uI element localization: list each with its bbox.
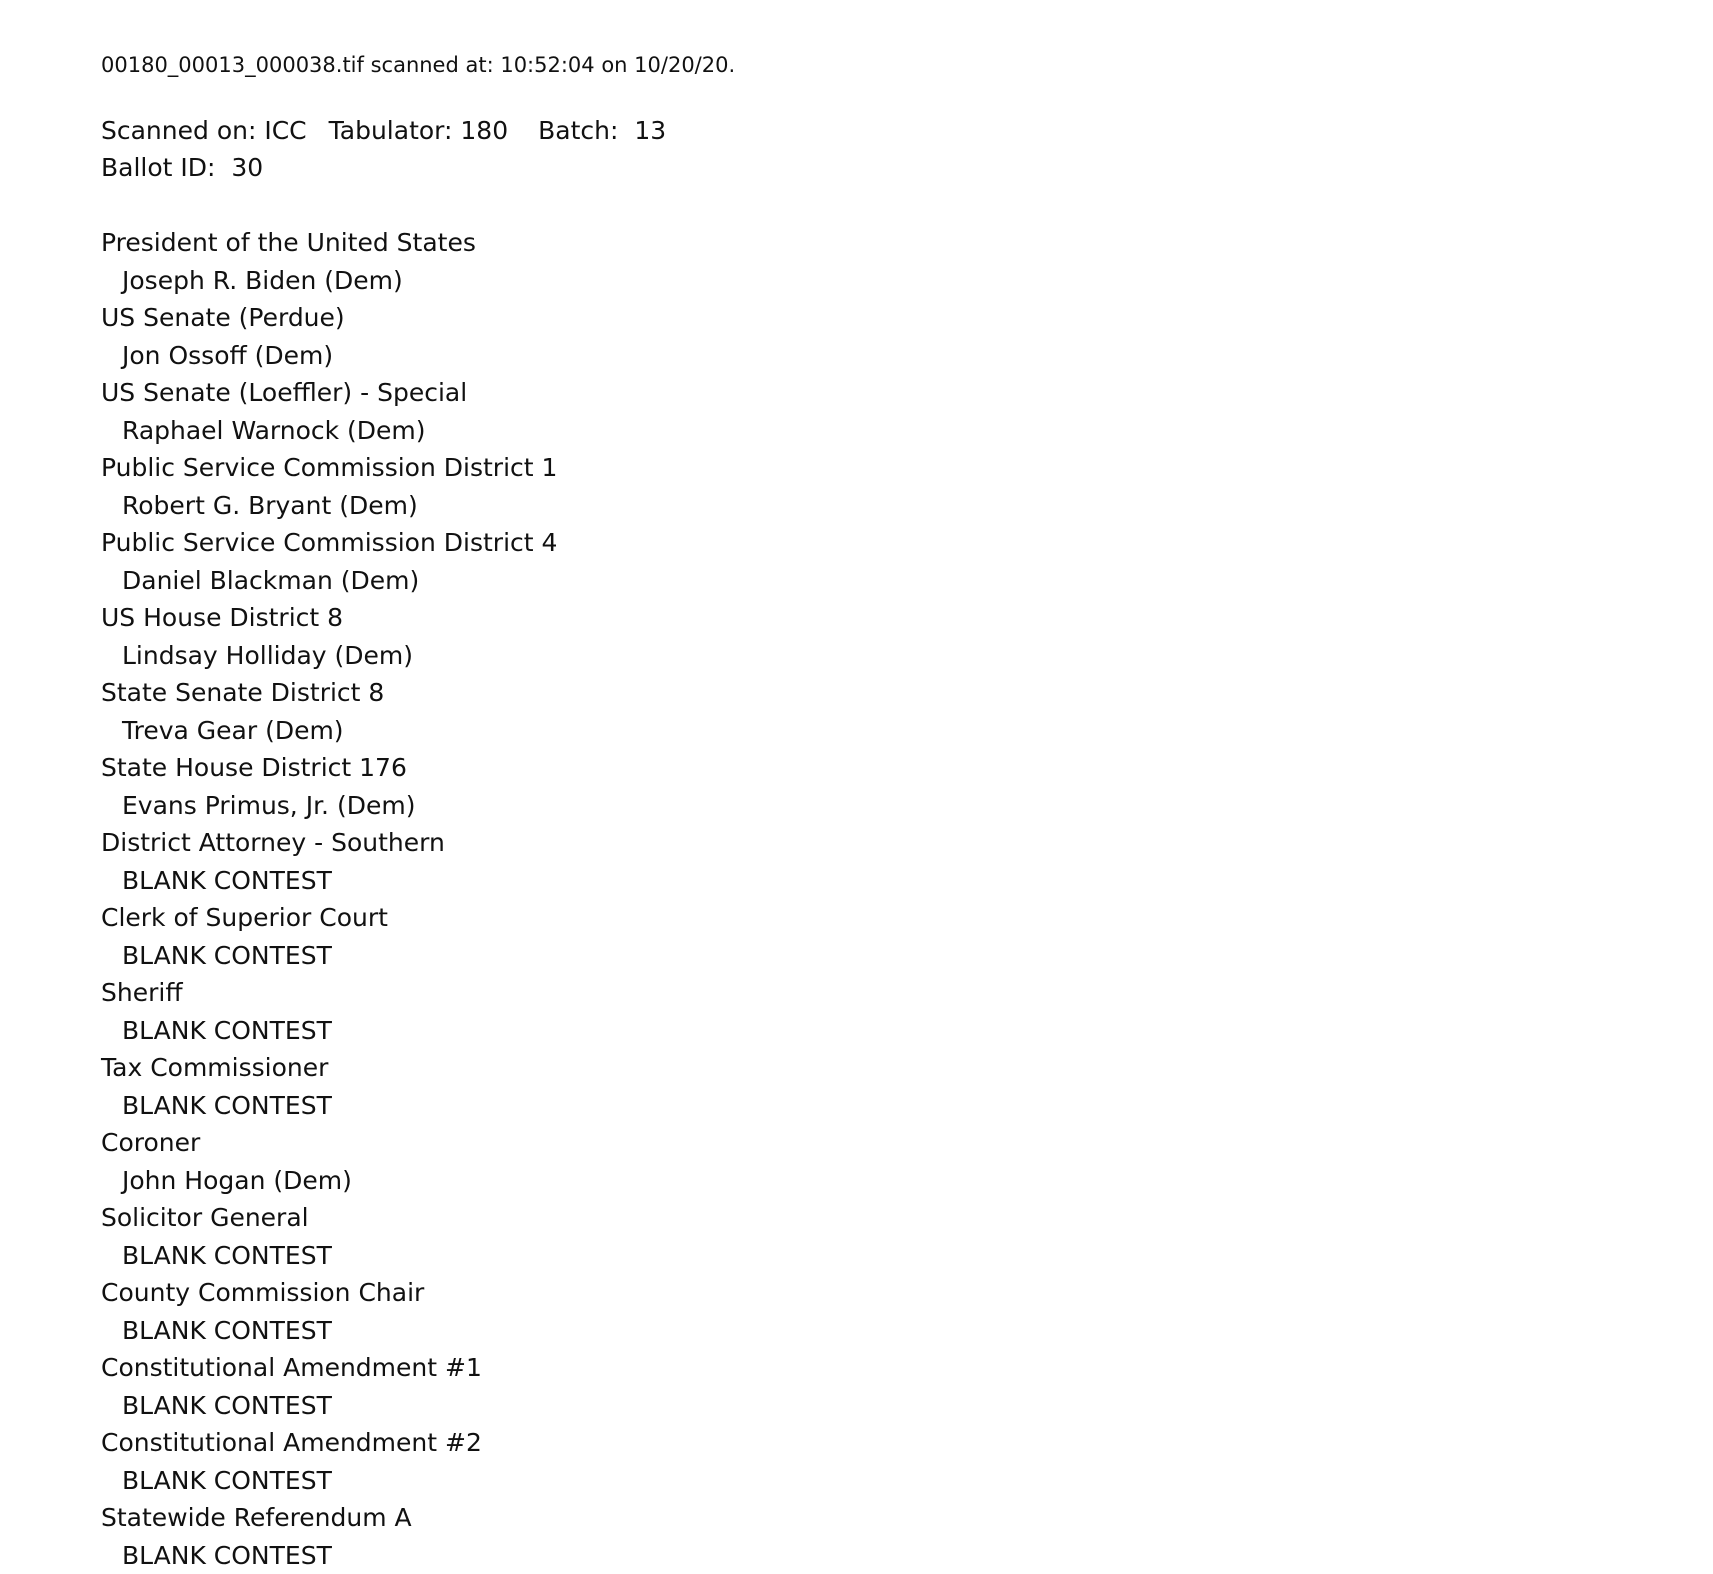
contest-item bbox=[101, 224, 557, 299]
ballot-id-row bbox=[101, 149, 263, 186]
contest-title: President of the United States bbox=[101, 228, 476, 257]
contest-title: Sheriff bbox=[101, 978, 183, 1007]
ballot-id-value: 30 bbox=[231, 153, 264, 182]
contest-item bbox=[101, 749, 557, 824]
contest-item bbox=[101, 524, 557, 599]
batch-value: 13 bbox=[634, 116, 667, 145]
contest-item bbox=[101, 1124, 557, 1199]
contest-title: Public Service Commission District 1 bbox=[101, 453, 558, 482]
contest-item bbox=[101, 1049, 557, 1124]
contest-choice: Treva Gear (Dem) bbox=[122, 715, 344, 745]
contest-choice: Evans Primus, Jr. (Dem) bbox=[122, 790, 416, 820]
scanned-on-label: Scanned on: bbox=[101, 116, 257, 145]
contest-choice: Robert G. Bryant (Dem) bbox=[122, 490, 418, 520]
scan-info: 00180_00013_000038.tif scanned at: 10:52:04 on 10/20/20. bbox=[101, 53, 736, 77]
contest-title: Public Service Commission District 4 bbox=[101, 528, 558, 557]
contest-item bbox=[101, 599, 557, 674]
tabulator-label: Tabulator: bbox=[328, 116, 453, 145]
contest-choice: BLANK CONTEST bbox=[122, 1090, 332, 1120]
contest-item bbox=[101, 449, 557, 524]
contest-title: Tax Commissioner bbox=[101, 1053, 329, 1082]
contest-item bbox=[101, 374, 557, 449]
contest-item bbox=[101, 1424, 557, 1499]
contest-choice: BLANK CONTEST bbox=[122, 865, 332, 895]
ballot-id-label: Ballot ID: bbox=[101, 153, 216, 182]
contest-title: Statewide Referendum A bbox=[101, 1503, 412, 1532]
contest-title: Coroner bbox=[101, 1128, 201, 1157]
contest-item bbox=[101, 974, 557, 1049]
batch-label: Batch: bbox=[538, 116, 619, 145]
contest-item bbox=[101, 1274, 557, 1349]
contest-item bbox=[101, 674, 557, 749]
contest-title: State House District 176 bbox=[101, 753, 407, 782]
contest-title: US House District 8 bbox=[101, 603, 344, 632]
contest-choice: BLANK CONTEST bbox=[122, 940, 332, 970]
contest-choice: Daniel Blackman (Dem) bbox=[122, 565, 420, 595]
contest-choice: BLANK CONTEST bbox=[122, 1465, 332, 1495]
contest-choice: BLANK CONTEST bbox=[122, 1390, 332, 1420]
contest-choice: Lindsay Holliday (Dem) bbox=[122, 640, 414, 670]
contest-title: Constitutional Amendment #1 bbox=[101, 1353, 482, 1382]
contest-choice: Joseph R. Biden (Dem) bbox=[122, 265, 403, 295]
contest-list bbox=[101, 224, 557, 1574]
contest-choice: BLANK CONTEST bbox=[122, 1240, 332, 1270]
contest-title: Solicitor General bbox=[101, 1203, 309, 1232]
contest-title: US Senate (Perdue) bbox=[101, 303, 345, 332]
contest-choice: BLANK CONTEST bbox=[122, 1540, 332, 1570]
contest-choice: BLANK CONTEST bbox=[122, 1015, 332, 1045]
scanned-on-value: ICC bbox=[264, 116, 307, 145]
tabulator-value: 180 bbox=[460, 116, 509, 145]
contest-item bbox=[101, 1499, 557, 1574]
contest-item bbox=[101, 1349, 557, 1424]
contest-title: State Senate District 8 bbox=[101, 678, 385, 707]
contest-choice: Jon Ossoff (Dem) bbox=[122, 340, 334, 370]
contest-choice: John Hogan (Dem) bbox=[122, 1165, 352, 1195]
contest-title: County Commission Chair bbox=[101, 1278, 425, 1307]
contest-title: Clerk of Superior Court bbox=[101, 903, 388, 932]
contest-title: Constitutional Amendment #2 bbox=[101, 1428, 482, 1457]
contest-item bbox=[101, 1199, 557, 1274]
contest-choice: Raphael Warnock (Dem) bbox=[122, 415, 426, 445]
contest-title: District Attorney - Southern bbox=[101, 828, 445, 857]
contest-item bbox=[101, 299, 557, 374]
contest-item bbox=[101, 824, 557, 899]
scan-metadata-row bbox=[101, 112, 666, 149]
contest-item bbox=[101, 899, 557, 974]
contest-title: US Senate (Loeffler) - Special bbox=[101, 378, 468, 407]
contest-choice: BLANK CONTEST bbox=[122, 1315, 332, 1345]
